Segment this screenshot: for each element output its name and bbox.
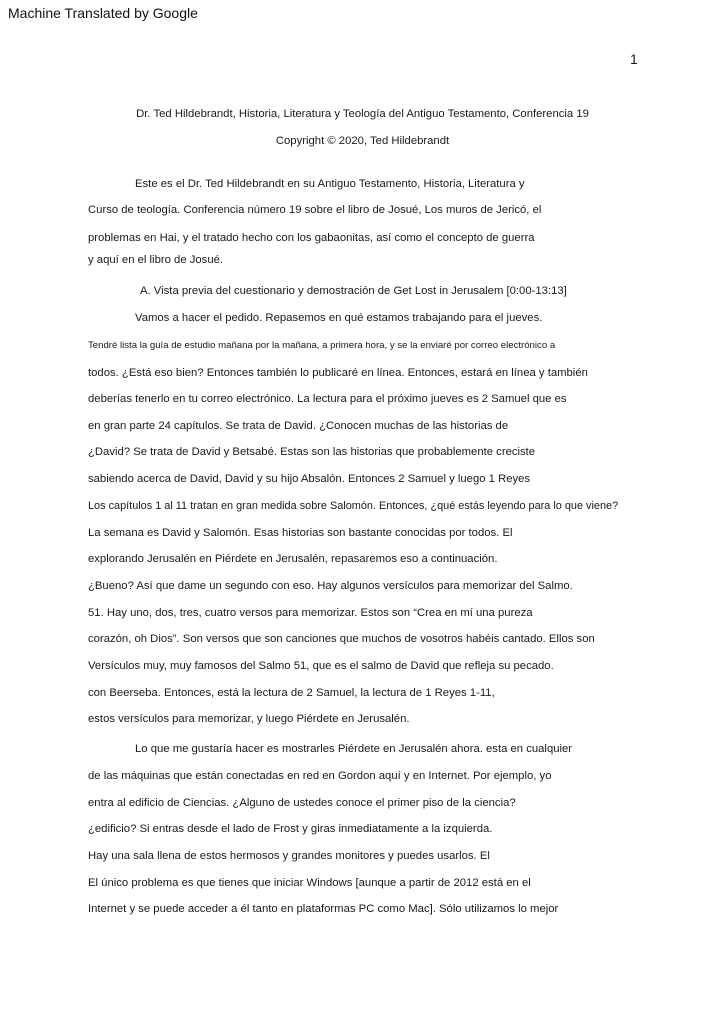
body-line: El único problema es que tienes que iniciar Windows [aunque a partir de 2012 está en el — [88, 877, 531, 889]
body-line: sabiendo acerca de David, David y su hijo Absalón. Entonces 2 Samuel y luego 1 Reyes — [88, 473, 531, 485]
body-line: explorando Jerusalén en Piérdete en Jerusalén, repasaremos eso a continuación. — [88, 553, 498, 565]
body-line: entra al edificio de Ciencias. ¿Alguno de ustedes conoce el primer piso de la ciencia? — [88, 797, 516, 809]
body-line: estos versículos para memorizar, y luego Piérdete en Jerusalén. — [88, 713, 410, 725]
body-line: Hay una sala llena de estos hermosos y grandes monitores y puedes usarlos. El — [88, 850, 490, 862]
body-line: ¿David? Se trata de David y Betsabé. Estas son las historias que probablemente creciste — [88, 446, 536, 458]
body-line: La semana es David y Salomón. Esas historias son bastante conocidas por todos. El — [88, 527, 513, 539]
intro-line: problemas en Hai, y el tratado hecho con los gabaonitas, así como el concepto de guerra — [88, 232, 535, 244]
body-line: Tendré lista la guía de estudio mañana por la mañana, a primera hora, y se la enviaré por correo electrónico a — [88, 340, 556, 351]
body-line: Internet y se puede acceder a él tanto en plataformas PC como Mac]. Sólo utilizamos lo mejor — [88, 903, 559, 915]
intro-line: Curso de teología. Conferencia número 19 sobre el libro de Josué, Los muros de Jericó, el — [88, 204, 542, 216]
body-line: Vamos a hacer el pedido. Repasemos en qué estamos trabajando para el jueves. — [135, 312, 543, 324]
body-line: Los capítulos 1 al 11 tratan en gran medida sobre Salomón. Entonces, ¿qué estás leyendo para lo que viene? — [88, 500, 619, 512]
body-line: de las máquinas que están conectadas en red en Gordon aquí y en Internet. Por ejemplo, yo — [88, 770, 552, 782]
section-heading: A. Vista previa del cuestionario y demostración de Get Lost in Jerusalem [0:00-13:13] — [140, 285, 567, 297]
body-line: 51. Hay uno, dos, tres, cuatro versos para memorizar. Estos son “Crea en mí una pureza — [88, 607, 533, 619]
body-line: ¿Bueno? Así que dame un segundo con eso. Hay algunos versículos para memorizar del Salmo. — [88, 580, 573, 592]
document-title: Dr. Ted Hildebrandt, Historia, Literatura y Teología del Antiguo Testamento, Conferencia 19 — [136, 108, 589, 120]
machine-translation-banner: Machine Translated by Google — [8, 5, 198, 21]
body-line: Lo que me gustaría hacer es mostrarles Piérdete en Jerusalén ahora. esta en cualquier — [135, 743, 573, 755]
body-line: Versículos muy, muy famosos del Salmo 51, que es el salmo de David que refleja su pecado. — [88, 660, 554, 672]
copyright-line: Copyright © 2020, Ted Hildebrandt — [275, 135, 450, 147]
intro-line: y aquí en el libro de Josué. — [88, 254, 224, 266]
page-number: 1 — [630, 51, 638, 67]
body-line: corazón, oh Dios”. Son versos que son canciones que muchos de vosotros habéis cantado. Ellos son — [88, 633, 595, 645]
body-line: todos. ¿Está eso bien? Entonces también lo publicaré en línea. Entonces, estará en línea y también — [88, 367, 588, 379]
body-line: con Beerseba. Entonces, está la lectura de 2 Samuel, la lectura de 1 Reyes 1-11, — [88, 687, 495, 699]
body-line: ¿edificio? Si entras desde el lado de Frost y giras inmediatamente a la izquierda. — [88, 823, 493, 835]
intro-line: Este es el Dr. Ted Hildebrandt en su Antiguo Testamento, Historia, Literatura y — [135, 178, 525, 190]
body-line: en gran parte 24 capítulos. Se trata de David. ¿Conocen muchas de las historias de — [88, 420, 509, 432]
body-line: deberías tenerlo en tu correo electrónico. La lectura para el próximo jueves es 2 Samuel que es — [88, 393, 567, 405]
